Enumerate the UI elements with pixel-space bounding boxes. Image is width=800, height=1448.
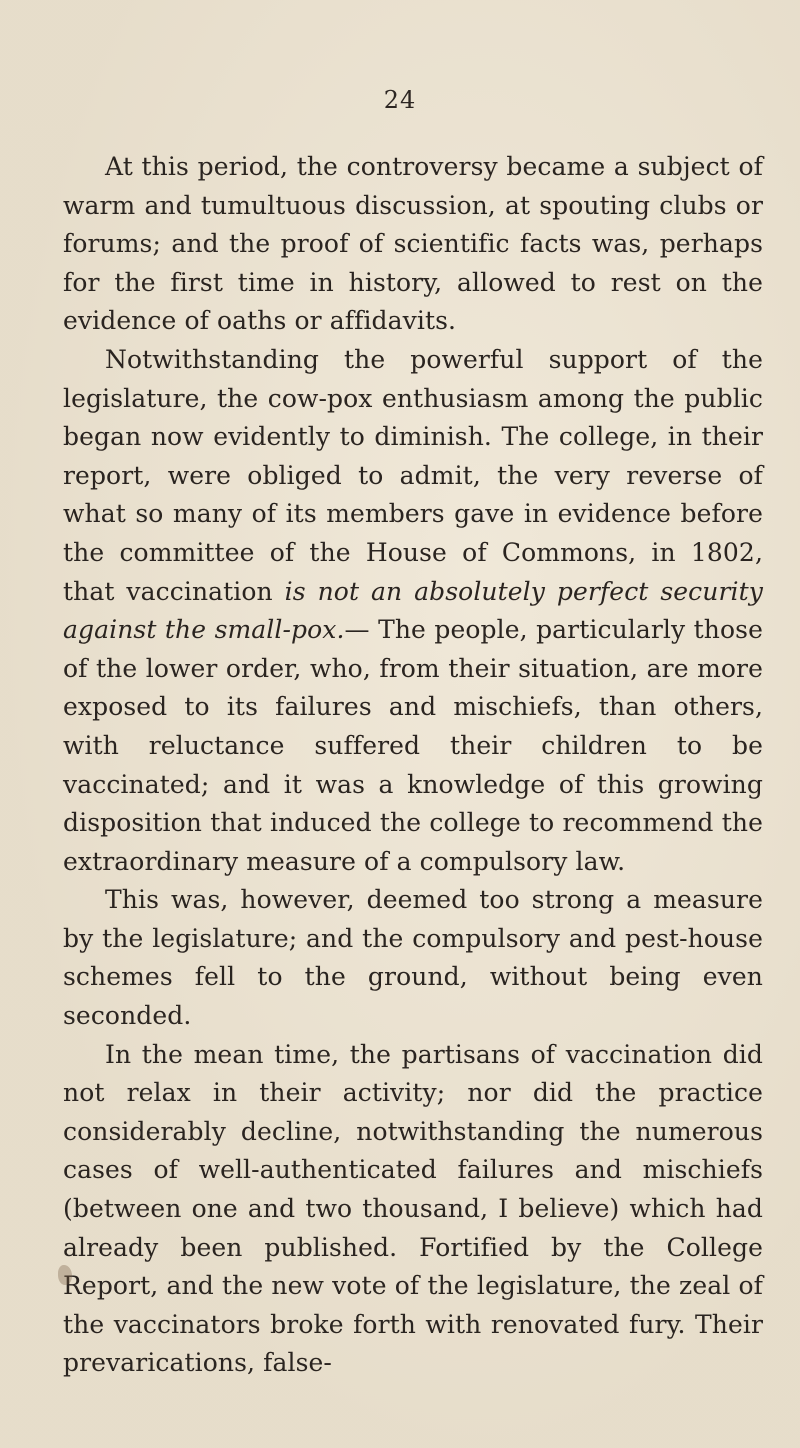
paragraph-3 <box>63 881 763 1035</box>
body-text <box>63 148 763 1383</box>
paragraph-3-text: This was, however, deemed too strong a measure by the legislature; and the compulsory and pest-house schemes fell to the ground, without being even seconded. <box>63 885 763 1031</box>
paragraph-4 <box>63 1036 763 1383</box>
paragraph-4-text: In the mean time, the partisans of vaccination did not relax in their activity; nor did the practice considerably decline, notwithstanding the numerous cases of well-authenticated failures and mischiefs (between one and two thousand, I believe) which had already been published. Fortified by the College Report, and the new vote of the legislature, the zeal of the vaccinators broke forth with renovated fury. Their prevarications, false- <box>63 1039 763 1378</box>
paragraph-2 <box>63 341 763 881</box>
paragraph-2-italic-text: is not an absolutely perfect security against the small-pox. <box>63 576 763 645</box>
paragraph-2-text-end: — The people, particularly those of the lower order, who, from their situation, are more exposed to its failures and mischiefs, than others, with reluctance suffered their children to be vaccinated; and it was a knowledge of this growing disposition that induced the college to recommend the extraordinary measure of a compulsory law. <box>63 615 763 876</box>
paragraph-1 <box>63 148 763 341</box>
paragraph-2-text-start: Notwithstanding the powerful support of the legislature, the cow-pox enthusiasm among the public began now evidently to diminish. The college, in their report, were obliged to admit, the very reverse of what so many of its members gave in evidence before the committee of the House of Commons, in 1802, that vaccination <box>63 344 763 606</box>
paragraph-1-text: At this period, the controversy became a subject of warm and tumultuous discussion, at spouting clubs or forums; and the proof of scientific facts was, perhaps for the first time in history, allowed to rest on the evidence of oaths or affidavits. <box>63 152 763 336</box>
ink-stain <box>58 1265 72 1285</box>
page-number: 24 <box>383 86 417 114</box>
